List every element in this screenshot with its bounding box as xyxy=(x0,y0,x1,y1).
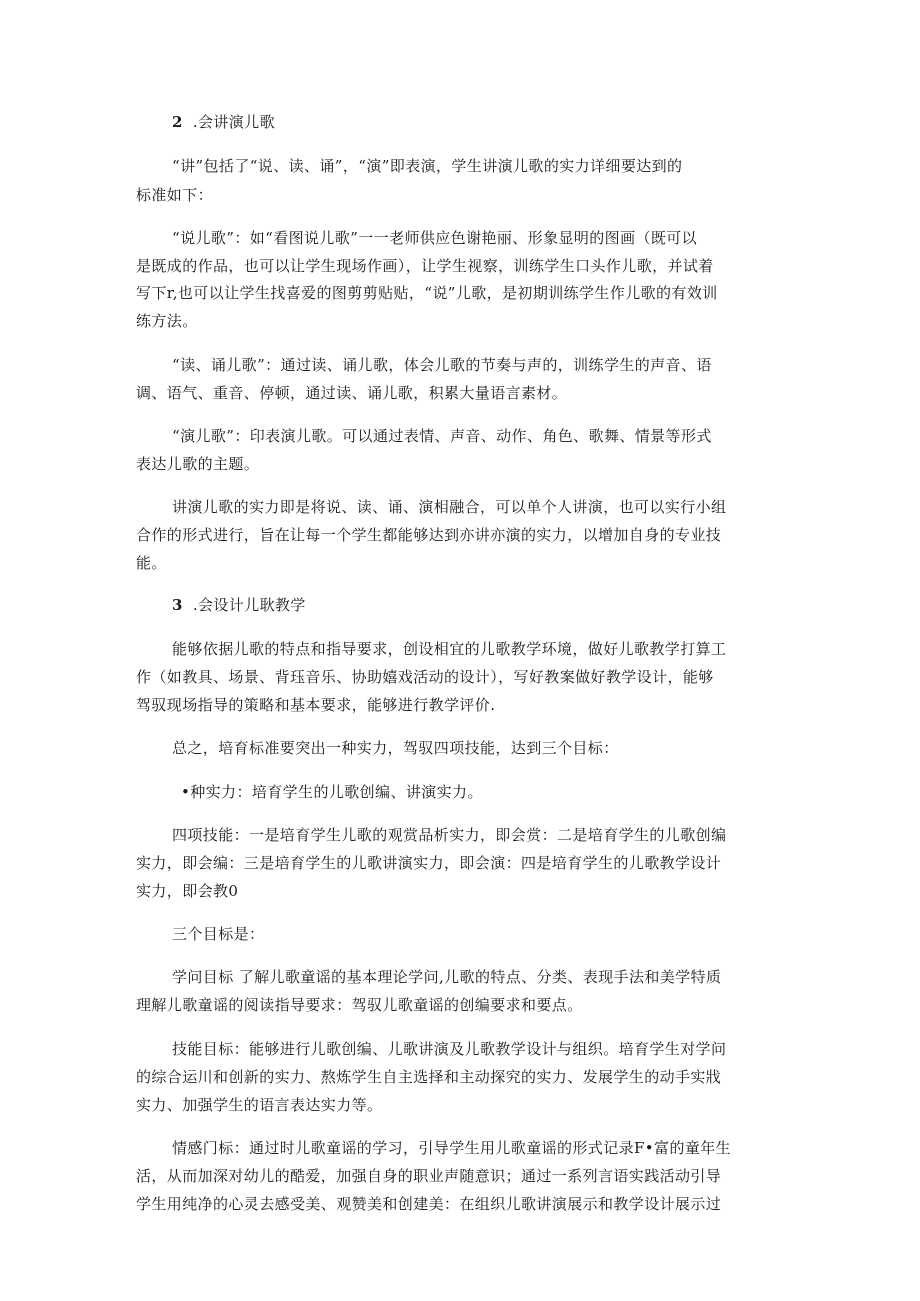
knowledge-goal-line-2: 理解儿歌童谣的阅读指导要求：驾驭儿歌童谣的创编要求和要点。 xyxy=(136,996,583,1014)
section-2-number: 2 xyxy=(172,113,183,131)
act-line-2: 表达儿歌的主题。 xyxy=(136,455,260,473)
emotion-goal-line-3: 学生用纯净的心灵去感受美、观赞美和创建美：在组织儿歌讲演展示和教学设计展示过 xyxy=(136,1195,722,1213)
combine-line-3: 能。 xyxy=(136,554,167,572)
say-line-2: 是既成的作品，也可以让学生现场作画），让学生视察，训练学生口头作儿歌，并试着 xyxy=(136,257,714,275)
combine-line-1: 讲演儿歌的实力即是将说、读、诵、演相融合，可以单个人讲演，也可以实行小组 xyxy=(172,498,727,516)
section-3-title: .会设计儿耿教学 xyxy=(192,596,306,614)
section-2-title: .会讲演儿歌 xyxy=(192,113,276,131)
intro-line-2: 标准如下： xyxy=(136,186,214,204)
emotion-goal-line-1: 情感门标：通过时儿歌童谣的学习，引导学生用儿歌童谣的形式记录F•富的童年生 xyxy=(172,1139,732,1157)
knowledge-goal-line-1: 学问目标 了解儿歌童谣的基本理论学问,儿歌的特点、分类、表现手法和美学特质 xyxy=(172,968,722,986)
say-line-1: “说儿歌”：如“看图说儿歌”一一老师供应色谢艳丽、形象显明的图画（既可以 xyxy=(172,229,698,247)
four-skills-line-3: 实力，即会教0 xyxy=(136,882,239,900)
design-line-1: 能够依据儿歌的特点和指导要求，创设相宜的儿歌教学环境，做好儿歌教学打算工 xyxy=(172,640,727,658)
say-line-3: 写下r,也可以让学生找喜爱的图剪剪贴贴，“说”儿歌，是初期训练学生作儿歌的有效训 xyxy=(136,284,718,302)
four-skills-line-1: 四项技能：一是培育学生儿歌的观赏品析实力，即会赏：二是培育学生的儿歌创编 xyxy=(172,826,727,844)
section-3-heading xyxy=(172,595,306,615)
read-line-1: “读、诵儿歌”：通过读、诵儿歌，体会儿歌的节奏与声的，训练学生的声音、语 xyxy=(172,356,712,374)
design-line-3: 驾驭现场指导的策略和基本要求，能够进行教学评价. xyxy=(136,696,496,714)
four-skills-line-2: 实力，即会编：三是培育学生的儿歌讲演实力，即会演：四是培育学生的儿歌教学设计 xyxy=(136,854,722,872)
combine-line-2: 合作的形式进行，旨在让每一个学生都能够达到亦讲亦演的实力，以增加自身的专业技 xyxy=(136,526,722,544)
say-line-4: 练方法。 xyxy=(136,312,198,330)
skill-goal-line-3: 实力、加强学生的语言表达实力等。 xyxy=(136,1096,383,1114)
section-3-number: 3 xyxy=(172,596,183,614)
three-goals-line: 三个目标是： xyxy=(172,925,265,943)
skill-goal-line-1: 技能目标：能够进行儿歌创编、儿歌讲演及儿歌教学设计与组织。培育学生对学问 xyxy=(172,1040,727,1058)
one-ability-line: •种实力：培育学生的儿歌创编、讲演实力。 xyxy=(181,783,483,801)
intro-line-1: “讲”包括了“说、读、诵”，“演”即表演，学生讲演儿歌的实力详细要达到的 xyxy=(172,157,683,175)
design-line-2: 作（如教具、场景、背珏音乐、协助嬉戏活动的设计），写好教案做好教学设计，能够 xyxy=(136,668,714,686)
skill-goal-line-2: 的综合运川和创新的实力、熬炼学生自主选择和主动探究的实力、发展学生的动手实戕 xyxy=(136,1068,722,1086)
section-2-heading xyxy=(172,112,275,132)
emotion-goal-line-2: 活，从而加深对幼儿的酷爱，加强自身的职业声随意识；通过一系列言语实践活动引导 xyxy=(136,1167,722,1185)
read-line-2: 调、语气、重音、停顿，通过读、诵儿歌，积累大量语言素材。 xyxy=(136,384,568,402)
act-line-1: “演儿歌”：印表演儿歌。可以通过表情、声音、动作、角色、歌舞、情景等形式 xyxy=(172,427,712,445)
summary-line: 总之，培育标准要突出一种实力，驾驭四项技能，达到三个目标： xyxy=(172,739,619,757)
